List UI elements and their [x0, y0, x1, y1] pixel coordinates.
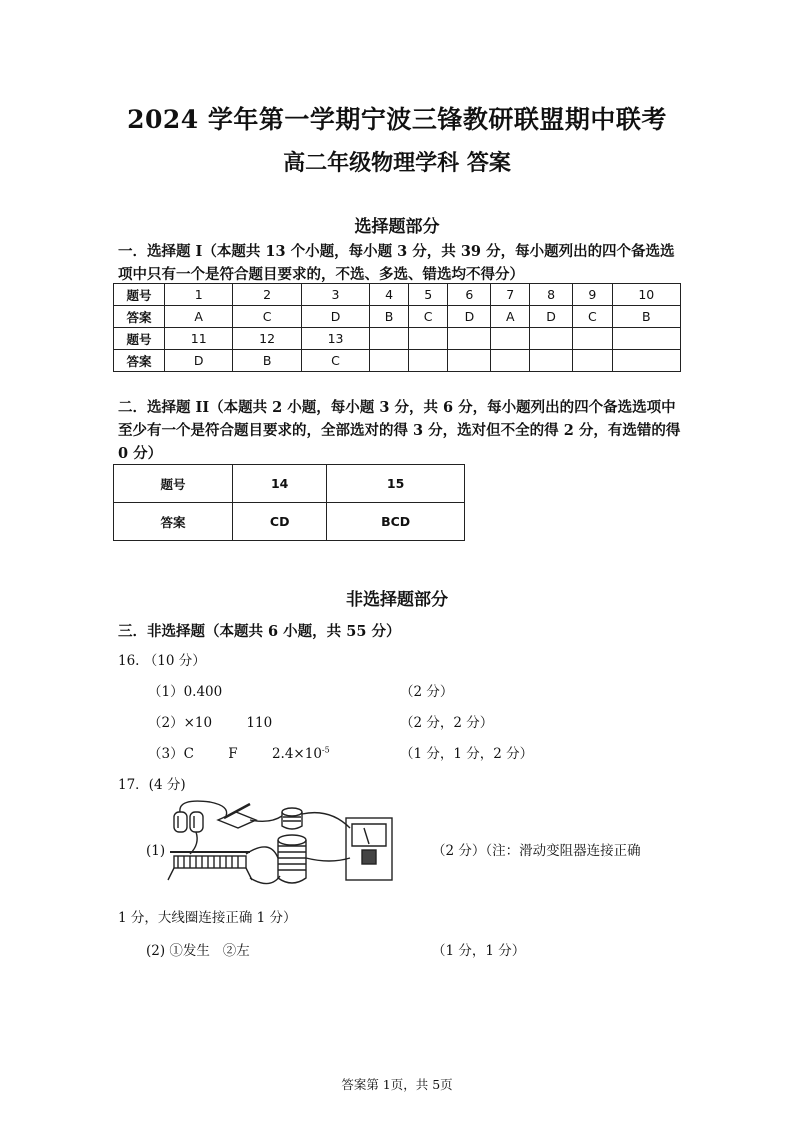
q16-score-2: （2 分，2 分）: [400, 715, 494, 731]
part1-table-cell: 1: [165, 284, 233, 306]
part1-table-cell: B: [233, 350, 301, 372]
part1-table-cell: B: [612, 306, 680, 328]
part1-table-row-header: 答案: [114, 350, 165, 372]
part1-table-cell: 7: [491, 284, 530, 306]
part1-table-cell: A: [165, 306, 233, 328]
part1-instructions: 一．选择题 I（本题共 13 个小题，每小题 3 分，共 39 分，每小题列出的四个备选选项中只有一个是符合题目要求的，不选、多选、错选均不得分）: [118, 243, 675, 283]
section-heading-nonchoice: 非选择题部分: [346, 590, 448, 610]
q16-label: 16. （10 分）: [118, 653, 206, 669]
part2-table-cell: 14: [233, 465, 327, 503]
part1-table-cell: [448, 328, 491, 350]
part1-table-cell: 6: [448, 284, 491, 306]
battery-1: [174, 812, 187, 832]
page-footer: 答案第 1页，共 5页: [341, 1077, 453, 1092]
part1-table-cell: D: [165, 350, 233, 372]
q17-part2-answer: (2) ①发生 ②左: [146, 943, 250, 959]
part1-table-cell: 13: [301, 328, 369, 350]
q16-answer-1: （1）0.400: [148, 684, 223, 700]
part3-heading: 三．非选择题（本题共 6 小题，共 55 分）: [118, 623, 401, 640]
q17-part1-note: （2 分）（注：滑动变阻器连接正确: [432, 843, 641, 859]
q17-part1-note-continued: 1 分，大线圈连接正确 1 分）: [118, 910, 297, 926]
part1-table-row: [114, 328, 681, 350]
part1-table-cell: A: [491, 306, 530, 328]
part1-table-cell: [491, 350, 530, 372]
part1-table-cell: 4: [370, 284, 409, 306]
part1-table-cell: 10: [612, 284, 680, 306]
q16-score-1: （2 分）: [400, 684, 454, 700]
part2-answer-table: [113, 464, 465, 541]
part1-table-row: [114, 284, 681, 306]
part2-table-row: [114, 503, 465, 541]
part1-table-cell: [448, 350, 491, 372]
q17-part1-label: (1): [146, 843, 166, 859]
part1-table-cell: D: [448, 306, 491, 328]
part1-table-row: [114, 306, 681, 328]
page-title: 2024 学年第一学期宁波三锋教研联盟期中联考: [127, 105, 667, 134]
part2-table-cell: CD: [233, 503, 327, 541]
part1-table-cell: C: [408, 306, 447, 328]
part1-table-cell: 11: [165, 328, 233, 350]
part1-table-cell: 2: [233, 284, 301, 306]
part1-table-cell: [408, 328, 447, 350]
part1-table-row: [114, 350, 681, 372]
part2-table-cell: 15: [327, 465, 465, 503]
part1-table-cell: [491, 328, 530, 350]
q16-score-3: （1 分，1 分，2 分）: [400, 746, 534, 762]
part1-table-cell: [408, 350, 447, 372]
q16-answer-3-text: （3）C F 2.4×10: [148, 746, 322, 762]
q16-answer-3: [148, 742, 330, 762]
part1-table-cell: 8: [530, 284, 573, 306]
part1-table-row-header: 题号: [114, 284, 165, 306]
part1-table-cell: 12: [233, 328, 301, 350]
part1-table-cell: C: [301, 350, 369, 372]
part2-table-row: [114, 465, 465, 503]
part1-table-row-header: 题号: [114, 328, 165, 350]
q17-label: 17．(4 分): [118, 777, 186, 793]
part1-table-cell: [370, 350, 409, 372]
part2-table-cell: BCD: [327, 503, 465, 541]
part1-table-cell: [612, 350, 680, 372]
part1-table-cell: [612, 328, 680, 350]
battery-2: [190, 812, 203, 832]
q16-answer-3-exponent: -5: [321, 745, 330, 755]
part1-table-cell: [530, 328, 573, 350]
part1-answer-table: [113, 283, 681, 372]
section-heading-choice: 选择题部分: [354, 217, 440, 237]
part1-table-cell: D: [301, 306, 369, 328]
page-subtitle: 高二年级物理学科 答案: [283, 150, 511, 176]
part1-table-cell: [530, 350, 573, 372]
part1-table-cell: 3: [301, 284, 369, 306]
part1-table-cell: B: [370, 306, 409, 328]
circuit-diagram: [160, 798, 400, 894]
part1-table-cell: [370, 328, 409, 350]
part1-table-cell: 9: [573, 284, 612, 306]
q17-part2-score: （1 分，1 分）: [432, 943, 526, 959]
part1-table-cell: [573, 328, 612, 350]
part1-table-cell: C: [233, 306, 301, 328]
part2-table-row-header: 答案: [114, 503, 233, 541]
part2-instructions: 二．选择题 II（本题共 2 小题，每小题 3 分，共 6 分，每小题列出的四个备选选项中至少有一个是符合题目要求的，全部选对的得 3 分，选对但不全的得 2 分，有选错的得 0 分）: [118, 399, 681, 462]
part2-table-row-header: 题号: [114, 465, 233, 503]
part1-table-cell: C: [573, 306, 612, 328]
part1-table-cell: D: [530, 306, 573, 328]
q16-answer-2: （2）×10 110: [148, 715, 273, 731]
part1-table-cell: 5: [408, 284, 447, 306]
part1-table-cell: [573, 350, 612, 372]
part1-table-row-header: 答案: [114, 306, 165, 328]
